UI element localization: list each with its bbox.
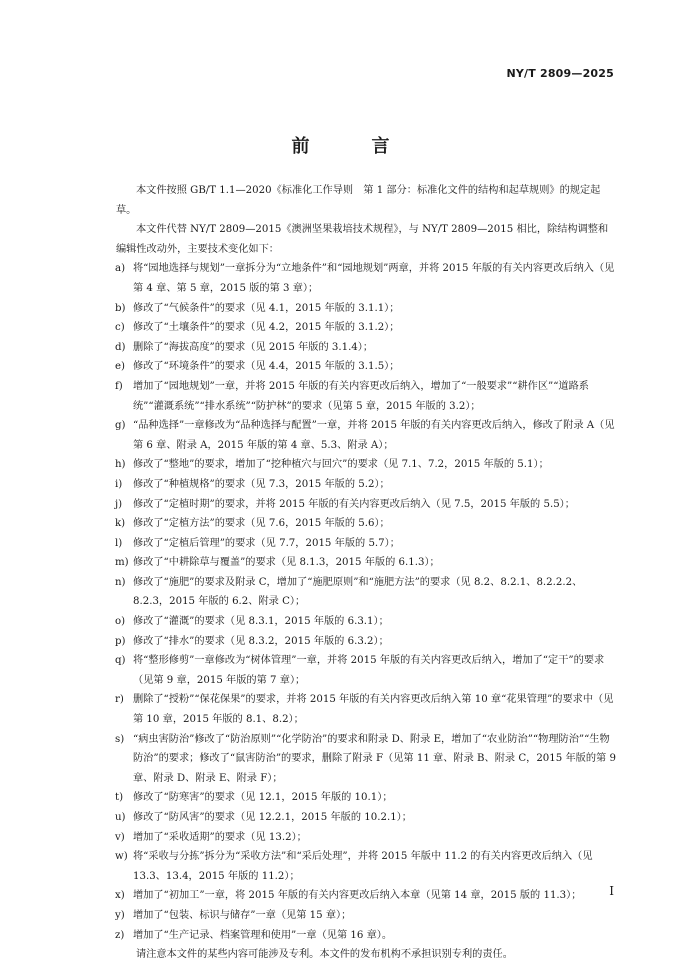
- change-item: [116, 730, 616, 789]
- change-item-marker: x): [115, 890, 125, 902]
- change-item: [116, 788, 616, 808]
- change-item-text: 修改了“种植规格”的要求（见 7.3，2015 年版的 5.2）；: [133, 478, 390, 490]
- intro-paragraph: 本文件代替 NY/T 2809—2015《澳洲坚果栽培技术规程》，与 NY/T 2809—2015 相比，除结构调整和编辑性改动外，主要技术变化如下：: [116, 224, 609, 255]
- page-title: 前 言: [291, 136, 412, 157]
- change-item: [116, 632, 616, 652]
- change-item: [116, 553, 616, 573]
- change-item: [116, 651, 616, 690]
- change-item-text: 修改了“土壤条件”的要求（见 4.2，2015 年版的 3.1.2）；: [133, 322, 400, 334]
- change-item-text: 增加了“包装、标识与储存”一章（见第 15 章）；: [133, 909, 352, 921]
- change-item-marker: u): [115, 812, 126, 823]
- change-item: [116, 495, 616, 515]
- change-item-marker: m): [115, 557, 129, 569]
- change-item-marker: k): [115, 518, 126, 530]
- change-item-marker: i): [115, 478, 123, 490]
- change-item-text: 修改了“气候条件”的要求（见 4.1，2015 年版的 3.1.1）；: [133, 302, 400, 314]
- change-item: [116, 475, 616, 495]
- change-item: [116, 886, 616, 906]
- change-item: [116, 534, 616, 554]
- change-item: [116, 828, 616, 848]
- change-item-marker: d): [115, 341, 126, 353]
- patent-notice: 请注意本文件的某些内容可能涉及专利。本文件的发布机构不承担识别专利的责任。: [136, 949, 513, 961]
- change-item: [116, 299, 616, 319]
- change-item: [116, 318, 616, 338]
- change-item-marker: b): [115, 302, 126, 314]
- change-item-marker: g): [115, 420, 126, 432]
- change-item-text: 修改了“灌溉”的要求（见 8.3.1，2015 年版的 6.3.1）；: [133, 616, 389, 628]
- change-item-text: 将“整形修剪”一章修改为“树体管理”一章，并将 2015 年版的有关内容更改后纳入，增加了“定干”的要求（见第 9 章，2015 年版的第 7 章）；: [133, 655, 605, 686]
- change-item-text: 增加了“采收适期”的要求（见 13.2）；: [133, 831, 307, 843]
- change-item-text: 删除了“海拔高度”的要求（见 2015 年版的 3.1.4）；: [133, 341, 374, 353]
- change-item: [116, 808, 616, 828]
- change-item-text: 将“园地选择与规划”一章拆分为“立地条件”和“园地规划”两章，并将 2015 年版的有关内容更改后纳入（见第 4 章、第 5 章，2015 版的第 3 章）；: [133, 263, 615, 294]
- change-item: [116, 612, 616, 632]
- change-item-marker: v): [115, 831, 125, 843]
- change-item-text: 增加了“初加工”一章，将 2015 年版的有关内容更改后纳入本章（见第 14 章，2015 版的 11.3）；: [133, 890, 582, 902]
- technical-changes-list: [116, 259, 616, 945]
- change-item-marker: c): [115, 322, 125, 334]
- change-item-text: 修改了“定植方法”的要求（见 7.6，2015 年版的 5.6）；: [133, 518, 390, 530]
- change-item: [116, 926, 616, 946]
- change-item-text: 修改了“定植后管理”的要求（见 7.7，2015 年版的 5.7）；: [133, 537, 400, 549]
- change-item-marker: j): [115, 498, 123, 510]
- change-item-marker: p): [115, 635, 126, 647]
- change-item-text: “品种选择”一章修改为“品种选择与配置”一章，并将 2015 年版的有关内容更改后纳入，修改了附录 A（见第 6 章、附录 A，2015 年版的第 4 章、5.3、附录 A）；: [133, 420, 615, 451]
- change-item: [116, 259, 616, 298]
- change-item: [116, 357, 616, 377]
- change-item-text: 将“采收与分拣”拆分为“采收方法”和“采后处理”，并将 2015 年版中 11.2 的有关内容更改后纳入（见 13.3、13.4，2015 年版的 11.2）；: [133, 851, 593, 882]
- change-item-marker: q): [115, 655, 126, 667]
- change-item-marker: h): [115, 459, 126, 471]
- page-number: I: [609, 884, 614, 898]
- change-item-marker: r): [115, 694, 124, 706]
- change-item-marker: n): [115, 576, 126, 588]
- change-item-marker: e): [115, 361, 126, 373]
- change-item-text: 修改了“排水”的要求（见 8.3.2，2015 年版的 6.3.2）；: [133, 635, 389, 647]
- change-item-marker: s): [115, 733, 125, 745]
- change-item-text: 删除了“授粉”“保花保果”的要求，并将 2015 年版的有关内容更改后纳入第 10 章“花果管理”的要求中（见第 10 章，2015 年版的 8.1、8.2）；: [133, 694, 614, 726]
- change-item: [116, 573, 616, 612]
- change-item-marker: y): [115, 909, 125, 921]
- foreword-body: [116, 181, 616, 965]
- change-item-text: 修改了“防寒害”的要求（见 12.1，2015 年版的 10.1）；: [133, 792, 393, 804]
- change-item-text: 修改了“施肥”的要求及附录 C，增加了“施肥原则”和“施肥方法”的要求（见 8.2、8.2.1、8.2.2.2、8.2.3，2015 年版的 6.2、附录 C）；: [133, 576, 583, 608]
- change-item-marker: f): [115, 380, 123, 392]
- change-item: [116, 690, 616, 729]
- change-item: [116, 377, 616, 416]
- change-item: [116, 906, 616, 926]
- change-item-marker: w): [115, 851, 128, 863]
- change-item: [116, 514, 616, 534]
- change-item-marker: l): [115, 537, 123, 549]
- change-item-text: 增加了“园地规划”一章，并将 2015 年版的有关内容更改后纳入，增加了“一般要求”“耕作区”“道路系统”“灌溉系统”“排水系统”“防护林”的要求（见第 5 章，2015 年版的 3.2）；: [133, 380, 589, 412]
- intro-paragraph: 本文件按照 GB/T 1.1—2020《标准化工作导则 第 1 部分：标准化文件的结构和起草规则》的规定起草。: [116, 185, 601, 216]
- change-item-text: 修改了“中耕除草与覆盖”的要求（见 8.1.3，2015 年版的 6.1.3）；: [133, 557, 440, 569]
- change-item-marker: o): [115, 616, 126, 628]
- change-item-text: 修改了“环境条件”的要求（见 4.4，2015 年版的 3.1.5）；: [133, 361, 400, 373]
- change-item-text: “病虫害防治”修改了“防治原则”“化学防治”的要求和附录 D、附录 E，增加了“农业防治”“物理防治”“生物防治”的要求；修改了“鼠害防治”的要求，删除了附录 F（见第 11 章、附录 B、附录 C，2015 年版的第 9 章、附录 D、附录 E、附录 F）；: [133, 733, 616, 784]
- change-item: [116, 455, 616, 475]
- change-item-text: 修改了“定植时期”的要求，并将 2015 年版的有关内容更改后纳入（见 7.5，2015 年版的 5.5）；: [133, 498, 575, 510]
- change-item-text: 增加了“生产记录、档案管理和使用”一章（见第 16 章）。: [133, 929, 393, 941]
- standard-code: NY/T 2809—2025: [506, 67, 614, 80]
- change-item-text: 修改了“防风害”的要求（见 12.2.1，2015 年版的 10.2.1）；: [133, 812, 412, 823]
- change-item-marker: t): [115, 792, 124, 804]
- change-item-text: 修改了“整地”的要求，增加了“挖种植穴与回穴”的要求（见 7.1、7.2，2015 年版的 5.1）；: [133, 459, 549, 471]
- change-item-marker: z): [115, 929, 125, 941]
- change-item-marker: a): [115, 263, 126, 275]
- change-item: [116, 416, 616, 455]
- change-item: [116, 338, 616, 358]
- change-item: [116, 847, 616, 886]
